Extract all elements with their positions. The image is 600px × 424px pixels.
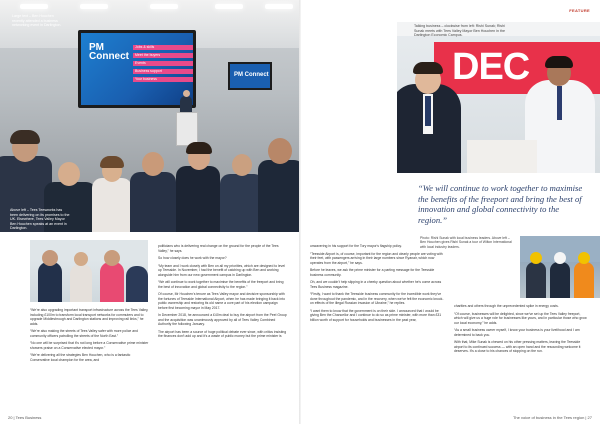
paragraph: Before he leaves, we ask the prime minister for a parting message for the Teesside business community.: [310, 268, 435, 277]
section-label: FEATURE: [569, 8, 590, 13]
screen-item: Your business: [133, 77, 193, 82]
paragraph: “Firstly, I want to thank the Teesside business community for the incredible work they've done throughout the pandemic, and in the recovery, when we've felt the economic knock-on effects of the illegal Russian invasion of Ukraine,” he replies.: [310, 292, 444, 305]
paragraph: “We're delivering all the strategies Ben Houchen, who is a fantastic Conservative local champion for the area, and: [30, 353, 131, 362]
screen-logo: PM Connect: [89, 42, 129, 62]
screen-item: Jobs & skills: [133, 45, 193, 50]
event-photo: [0, 0, 299, 232]
pull-quote: “We will continue to work together to maximise the benefits of the freeport and bring the best of innovation and global connectivity to the region.”: [418, 183, 583, 225]
dec-sign-text: DEC: [452, 46, 530, 88]
page-gutter: [299, 0, 301, 424]
paragraph: politicians who is delivering real change on the ground for the people of the Tees Valley,” he says.: [158, 244, 279, 253]
paragraph: “I want them to know that the government is on their side. I announced that I would be giving Ben the Chancellor and I continue to do so as prime minister, with more than £31 billion worth of support for households and businesses in the past year,: [310, 308, 442, 322]
photo-caption-top: Large text – Ben Houchen recently attended a business networking event in Darlington.: [12, 14, 62, 28]
paragraph: In December 2018, he announced a £40m deal to buy the airport from the Peel Group and the acquisition was unanimously approved by all of Tees Valley Combined Authority the following January.: [158, 313, 287, 326]
paragraph: “No one will be surprised that it's not long before a Conservative prime minister showers praise on a Conservative elected mayor.”: [30, 341, 149, 350]
side-screen: [228, 62, 272, 90]
pm-connect-screen: [78, 30, 196, 108]
paragraph: The airport has been a source of huge political debate ever since, with critics insisting the finances don't add up and it's a waste of public money but the prime minister is: [158, 329, 287, 338]
side-screen-label: PM Connect: [234, 72, 269, 78]
paragraph: “Teesside Airport is, of course, important for the region and clearly people are voting with their feet, with passengers arriving in their large numbers since Ryanair, which now operates from the airport,” he says.: [310, 251, 443, 265]
right-folio: The voice of business in the Tees region | 27: [512, 415, 592, 420]
paragraph: “Of course, businesses will be delighted, since we've set up the Tees Valley freeport, which will give us a huge role for businesses like yours, and in particular those who grow our local economy,” he adds.: [454, 311, 587, 325]
photo-caption-right: Talking business – clockwise from left: Rishi Sunak; Rishi Sunak meets with Tees Valley Mayor Ben Houchen in the Darlington Economic Campus.: [414, 24, 505, 38]
paragraph: “My team and I work closely with Ben on all my priorities, which are designed to level up Teesside. In November, I had the benefit of catching up with Ben and working alongside him from our new government campus in Darlington.: [158, 263, 286, 277]
screen-item: Business support: [133, 69, 193, 74]
paragraph: unwavering in his support for the Tory mayor's flagship policy.: [310, 244, 402, 248]
photo-caption-bottom: Above left – Tees Teesworks has been delivering on its promises to the UK. Elsewhere, Tees Valley Mayor Ben Houchen speaks at an event in Darlington.: [10, 208, 70, 231]
paragraph: So how closely does he work with the mayor?: [158, 256, 227, 260]
screen-list: [133, 45, 193, 85]
paragraph: “We're also upgrading important transport infrastructure across the Tees Valley, including £100m to transform local transport networks for commuters and to upgrade Middlesbrough and Darlington stations and improving rail links,” he adds.: [30, 308, 149, 326]
left-folio: 20 | Tees Business: [8, 415, 42, 420]
workers-photo: [520, 236, 600, 298]
paragraph: Oh, and we couldn't help slipping in a cheeky question about whether he's come across Tees Business magazine.: [310, 280, 442, 289]
left-column-2: [158, 244, 288, 342]
dec-photo: [397, 22, 600, 173]
paragraph: Of course, Mr Houchen's tenure as Tees Valley mayor and decisive sponsorship with the fortunes of Teesside International Airport, when he has made bringing it back into public ownership and restoring its old name a core part of his election campaign before first becoming mayor in May 2017.: [158, 292, 285, 310]
right-column-2: [454, 304, 590, 357]
inset-photo: [30, 240, 148, 302]
paragraph: With that, Mike Sunak is chewed on his other pressing matters, leaving the Teesside airport to its continued success — with an open hand and the resounding welcome it deserves. It's a close to his chances of stopping on the run.: [454, 340, 581, 353]
photo-caption-lower: Photo: Rishi Sunak with local business leaders. Above left – Ben Houchen gives Rishi Sunak a tour of Wilton International with local industry leaders.: [420, 236, 512, 249]
paragraph: “We're also making the streets of Tees Valley safer with more police and community officers patrolling the streets of the North East.”: [30, 329, 138, 338]
paragraph: “We will continue to work together to maximise the benefits of the freeport and bring the best of innovation and global connectivity to the region.”: [158, 280, 284, 289]
left-column-1: [30, 308, 150, 365]
screen-item: Meet the buyers: [133, 53, 193, 58]
screen-item: Events: [133, 61, 193, 66]
right-column-1: [310, 244, 446, 325]
paragraph: “As a small business owner myself, I know your business is your livelihood and I am determined to back you.: [454, 328, 580, 337]
paragraph: charities and others through the unprecedented spike in energy costs.: [454, 304, 559, 308]
